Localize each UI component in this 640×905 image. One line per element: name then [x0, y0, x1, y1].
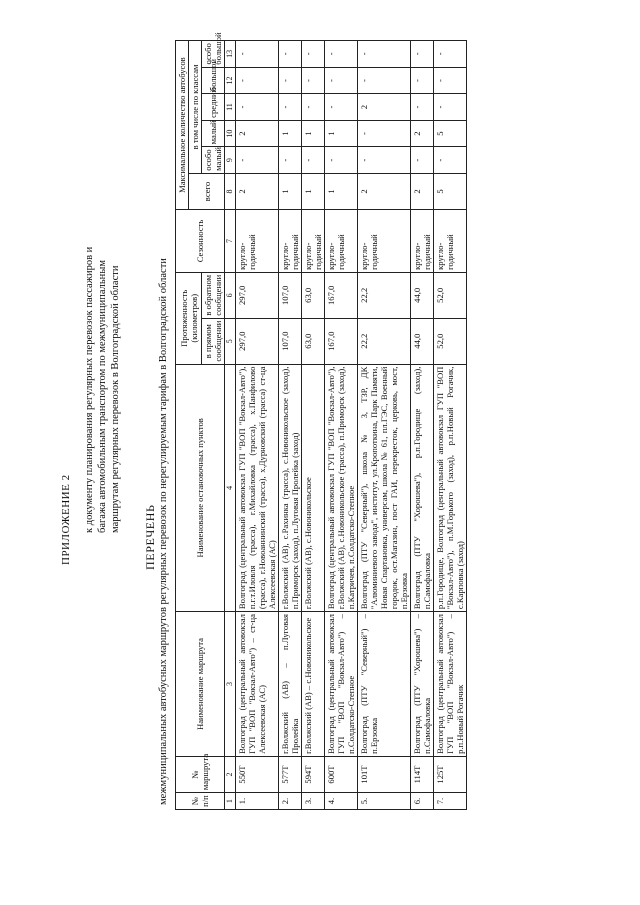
cell-route-no: 114Т	[411, 756, 434, 792]
table-row	[325, 41, 358, 810]
cell-small: 2	[411, 120, 434, 147]
table-row	[236, 41, 279, 810]
cell-extra-small: -	[279, 147, 302, 174]
cell-medium: -	[279, 94, 302, 121]
header-medium: средний	[202, 94, 225, 121]
cell-season: кругло-годичный	[279, 210, 302, 273]
cell-route-name: г.Волжский (АВ) – с.Новоникольское	[302, 612, 325, 757]
cell-small: 1	[279, 120, 302, 147]
cell-small: 2	[236, 120, 279, 147]
cell-no: 4.	[325, 793, 358, 810]
cell-total: 5	[434, 173, 467, 209]
cell-length-forward: 297,0	[236, 318, 279, 364]
column-number: 5	[225, 318, 236, 364]
cell-large: -	[411, 67, 434, 94]
routes-table	[175, 32, 467, 810]
cell-total: 1	[325, 173, 358, 209]
cell-large: -	[358, 67, 411, 94]
header-season: Сезонность	[176, 210, 225, 273]
cell-stops: Волгоград (центральный автовокзал ГУП "ВОП "Вокзал-Авто"), г.Волжский (АВ), с.Новоникольское (трасса), п.Приморск (заход), п.Катричев, п.Солдатско-Степное	[325, 364, 358, 611]
column-number: 3	[225, 612, 236, 757]
column-number: 1	[225, 793, 236, 810]
table-row	[279, 41, 302, 810]
cell-small: 1	[325, 120, 358, 147]
cell-small: 1	[302, 120, 325, 147]
column-number: 10	[225, 120, 236, 147]
cell-extra-small: -	[411, 147, 434, 174]
cell-total: 2	[411, 173, 434, 209]
column-number: 7	[225, 210, 236, 273]
cell-large: -	[302, 67, 325, 94]
cell-season: кругло-годичный	[236, 210, 279, 273]
cell-small: 5	[434, 120, 467, 147]
cell-extra-small: -	[434, 147, 467, 174]
appendix-heading: ПРИЛОЖЕНИЕ 2	[60, 474, 72, 565]
column-number: 9	[225, 147, 236, 174]
table-row	[411, 41, 434, 810]
cell-medium: -	[411, 94, 434, 121]
header-no: № п/п	[176, 793, 225, 810]
header-route-no: № маршрута	[176, 756, 225, 792]
cell-medium: -	[302, 94, 325, 121]
cell-length-forward: 63,0	[302, 318, 325, 364]
cell-length-back: 44,0	[411, 272, 434, 318]
header-extra-small: особо малый	[202, 147, 225, 174]
cell-medium: -	[325, 94, 358, 121]
cell-no: 3.	[302, 793, 325, 810]
cell-season: кругло-годичный	[302, 210, 325, 273]
column-number: 8	[225, 173, 236, 209]
cell-stops: г.Волжский (АВ), с.Рахинка (трасса), с.Новоникольское (заход), п.Приморск (заход), п.Луговая Пролейка (заход)	[279, 364, 302, 611]
cell-route-name: Волгоград (центральный автовокзал ГУП "ВОП "Вокзал-Авто") – п.Солдатско-Степное	[325, 612, 358, 757]
cell-total: 1	[279, 173, 302, 209]
doc-ref-line: к документу планирования регулярных перевозок пассажиров и	[84, 246, 95, 533]
cell-stops: р.п.Городище, Волгоград (центральный автовокзал ГУП "ВОП "Вокзал-Авто"), п.М.Горького (заход), р.п.Новый Рогачик, с.Карповка (заход)	[434, 364, 467, 611]
cell-extra-small: -	[358, 147, 411, 174]
cell-large: -	[434, 67, 467, 94]
cell-route-no: 125Т	[434, 756, 467, 792]
cell-total: 2	[358, 173, 411, 209]
cell-season: кругло-годичный	[411, 210, 434, 273]
header-length: Протяженность (километров)	[176, 272, 202, 364]
header-length-back: в обратном сообщении	[202, 272, 225, 318]
cell-route-name: Волгоград (центральный автовокзал ГУП "ВОП "Вокзал-Авто") – ст-ца Алексеевская (АС)	[236, 612, 279, 757]
cell-length-forward: 107,0	[279, 318, 302, 364]
column-number: 6	[225, 272, 236, 318]
cell-season: кругло-годичный	[434, 210, 467, 273]
document-reference	[83, 43, 122, 533]
cell-length-back: 63,0	[302, 272, 325, 318]
table-row	[358, 41, 411, 810]
cell-stops: Волгоград (ПТУ "Хорошева"), р.п.Городище (заход), п.Самофаловка	[411, 364, 434, 611]
cell-route-name: Волгоград (ПТУ "Хорошева") – п.Самофаловка	[411, 612, 434, 757]
cell-route-no: 101Т	[358, 756, 411, 792]
column-number: 2	[225, 756, 236, 792]
cell-length-forward: 52,0	[434, 318, 467, 364]
cell-length-back: 22,2	[358, 272, 411, 318]
cell-route-no: 550Т	[236, 756, 279, 792]
cell-stops: г.Волжский (АВ), с.Новоникольское	[302, 364, 325, 611]
cell-extra-large: -	[325, 41, 358, 68]
cell-extra-small: -	[302, 147, 325, 174]
header-max-buses: Максимальное количество автобусов	[176, 41, 189, 210]
header-extra-large: особо большой	[202, 41, 225, 68]
header-total: всего	[189, 173, 225, 209]
cell-season: кругло-годичный	[358, 210, 411, 273]
cell-route-no: 600Т	[325, 756, 358, 792]
header-by-class: в том числе по классам	[189, 41, 202, 174]
cell-extra-small: -	[325, 147, 358, 174]
cell-route-no: 594Т	[302, 756, 325, 792]
table-caption: межмуниципальных автобусных маршрутов регулярных перевозок по нерегулируемым тарифам в Волгоградской области	[158, 258, 169, 805]
cell-extra-small: -	[236, 147, 279, 174]
cell-length-forward: 167,0	[325, 318, 358, 364]
cell-length-back: 167,0	[325, 272, 358, 318]
cell-no: 5.	[358, 793, 411, 810]
header-stops: Наименование остановочных пунктов	[176, 364, 225, 611]
column-number: 12	[225, 67, 236, 94]
column-number: 13	[225, 41, 236, 68]
cell-large: -	[325, 67, 358, 94]
cell-extra-large: -	[236, 41, 279, 68]
cell-stops: Волгоград (центральный автовокзал ГУП "ВОП "Вокзал-Авто"), п.г.т.Иловля (трасса), г.Михайловка (трасса), х.Панфилово (трасса), г.Новоаннинский (трасса), х.Дурновский (трасса) ст-ца Алексеевская (АС)	[236, 364, 279, 611]
cell-extra-large: -	[411, 41, 434, 68]
cell-no: 2.	[279, 793, 302, 810]
doc-ref-line: маршрутам регулярных перевозок в Волгоградской области	[110, 265, 121, 533]
table-row	[302, 41, 325, 810]
header-length-forward: в прямом сообщении	[202, 318, 225, 364]
cell-total: 1	[302, 173, 325, 209]
cell-length-back: 52,0	[434, 272, 467, 318]
header-route-name: Наименование маршрута	[176, 612, 225, 757]
cell-length-forward: 22,2	[358, 318, 411, 364]
cell-no: 1.	[236, 793, 279, 810]
table-row	[434, 41, 467, 810]
cell-small: -	[358, 120, 411, 147]
cell-no: 7.	[434, 793, 467, 810]
cell-length-back: 297,0	[236, 272, 279, 318]
cell-route-name: Волгоград (центральный автовокзал ГУП "ВОП "Вокзал-Авто") – р.п.Новый Рогачик	[434, 612, 467, 757]
cell-large: -	[279, 67, 302, 94]
doc-ref-line: багажа автомобильным транспортом по межмуниципальным	[97, 260, 108, 533]
cell-season: кругло-годичный	[325, 210, 358, 273]
cell-extra-large: -	[279, 41, 302, 68]
cell-route-name: г.Волжский (АВ) – п.Луговая Пролейка	[279, 612, 302, 757]
cell-extra-large: -	[302, 41, 325, 68]
cell-medium: 2	[358, 94, 411, 121]
cell-length-forward: 44,0	[411, 318, 434, 364]
cell-medium: -	[434, 94, 467, 121]
column-number: 4	[225, 364, 236, 611]
cell-route-no: 577Т	[279, 756, 302, 792]
cell-extra-large: -	[434, 41, 467, 68]
cell-large: -	[236, 67, 279, 94]
column-number: 11	[225, 94, 236, 121]
cell-no: 6.	[411, 793, 434, 810]
cell-stops: Волгоград (ПТУ "Северный"), школа № 3, ТЗР, ДК "Алюминиевого завода", институт, ул.Кропоткина, Парк Памяти, Новая Спартановка, универсам, школа № 61, пл.ГЭС, Военный городок, ост.Магазин, пост ГАИ, перекресток, церковь, мост, п.Ерзовка	[358, 364, 411, 611]
cell-length-back: 107,0	[279, 272, 302, 318]
header-small: малый	[202, 120, 225, 147]
cell-extra-large: -	[358, 41, 411, 68]
cell-total: 2	[236, 173, 279, 209]
list-title: ПЕРЕЧЕНЬ	[143, 504, 157, 570]
cell-route-name: Волгоград (ПТУ "Северный") – п.Ерзовка	[358, 612, 411, 757]
column-numbers-row	[225, 41, 236, 810]
header-large: большой	[202, 67, 225, 94]
cell-medium: -	[236, 94, 279, 121]
